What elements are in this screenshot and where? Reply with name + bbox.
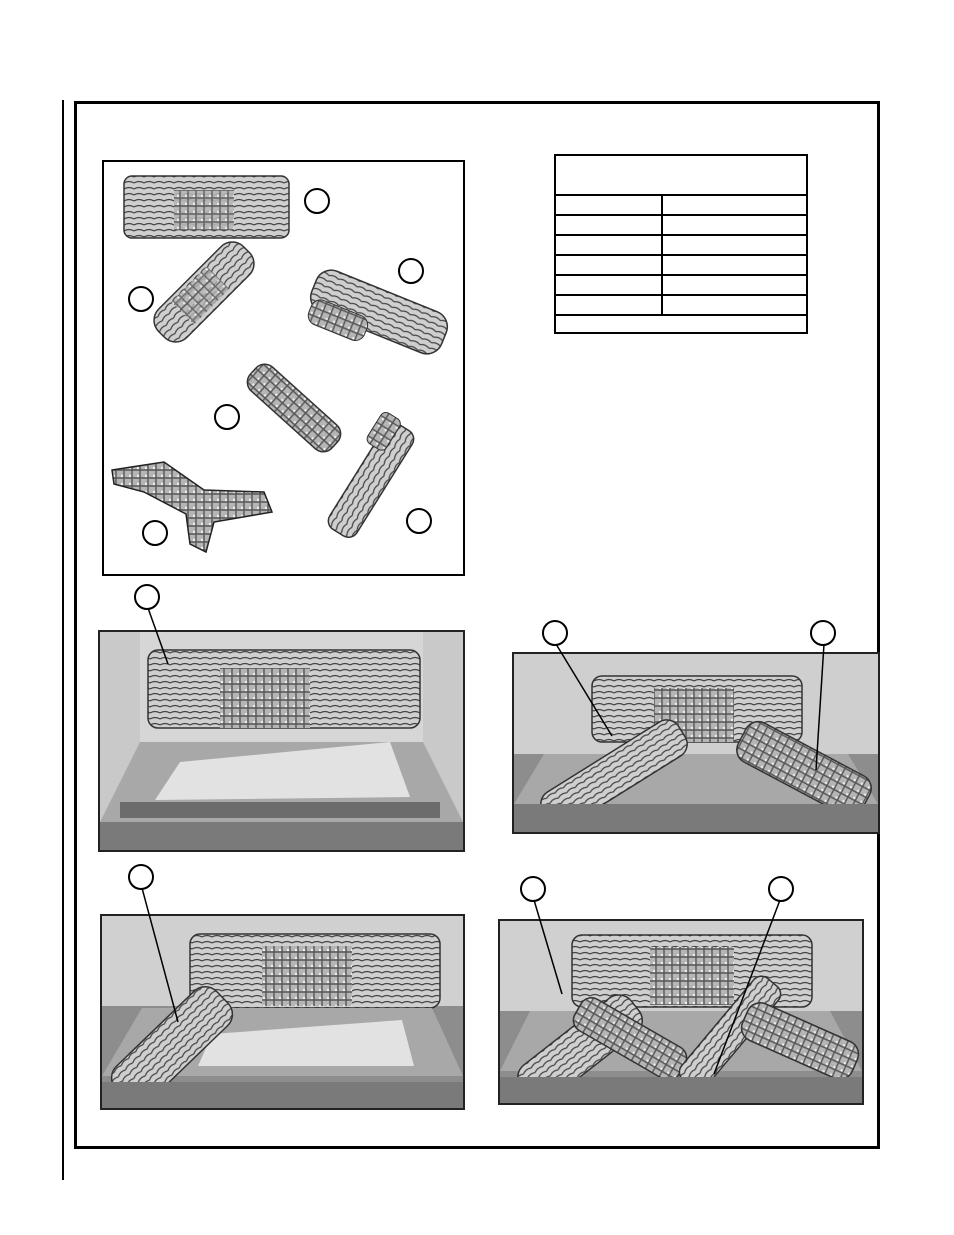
center-log-icon [242, 359, 345, 456]
table-cell [555, 295, 662, 315]
page-margin-rule [62, 100, 64, 1180]
table-cell [662, 195, 807, 215]
leader-line [528, 898, 568, 998]
table-cell [555, 275, 662, 295]
callout-circle [214, 404, 240, 430]
parts-table-footer [555, 315, 807, 333]
table-cell [555, 215, 662, 235]
callout-circle [398, 258, 424, 284]
callout-circle [142, 520, 168, 546]
parts-table [554, 154, 808, 334]
table-row [555, 275, 807, 295]
right-log-icon [301, 265, 453, 371]
table-cell [662, 215, 807, 235]
table-cell [662, 235, 807, 255]
table-row [555, 235, 807, 255]
leader-line [140, 606, 180, 666]
table-cell [555, 235, 662, 255]
leader-line [134, 886, 184, 1026]
forked-log-icon [112, 462, 272, 552]
table-row [555, 295, 807, 315]
table-row [555, 255, 807, 275]
callout-circle [128, 286, 154, 312]
rear-log-icon [124, 176, 289, 238]
leader-line [548, 642, 618, 742]
callout-circle [304, 188, 330, 214]
parts-table-header [555, 155, 807, 195]
callout-circle [406, 508, 432, 534]
leader-line [706, 898, 786, 1078]
left-log-icon [147, 235, 260, 348]
table-cell [555, 195, 662, 215]
table-row [555, 195, 807, 215]
table-cell [662, 255, 807, 275]
table-cell [555, 255, 662, 275]
leader-line [810, 642, 830, 774]
table-cell [662, 275, 807, 295]
parts-photo-box [102, 160, 465, 576]
table-row [555, 215, 807, 235]
table-cell [662, 295, 807, 315]
